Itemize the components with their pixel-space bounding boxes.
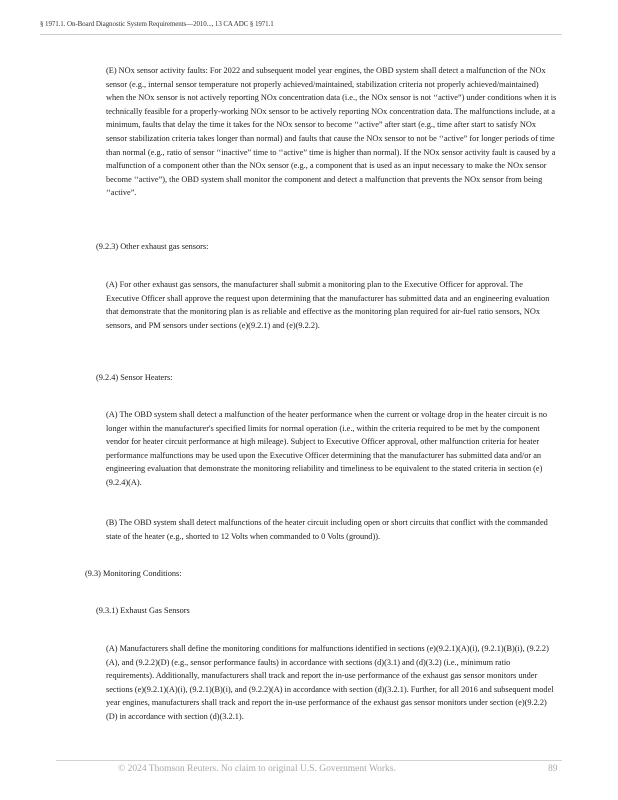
running-head: § 1971.1. On-Board Diagnostic System Requirements—2010..., 13 CA ADC § 1971.1 [40, 20, 274, 28]
copyright-notice: © 2024 Thomson Reuters. No claim to original U.S. Government Works. [118, 764, 396, 774]
paragraph-9-2-4-a: (A) The OBD system shall detect a malfunction of the heater performance when the current or voltage drop in the heater circuit is no longer within the manufacturer's specified limits for normal operation (i.e., within the criteria required to be met by the component vendor for heater circuit performance at high mileage). Subject to Executive Officer approval, other malfunction criteria for heater performance malfunctions may be used upon the Executive Officer determining that the manufacturer has submitted data and/or an engineering evaluation that demonstrate the monitoring reliability and timeliness to be equivalent to the stated criteria in section (e)(9.2.4)(A). [106, 410, 548, 487]
footer-divider [56, 760, 562, 761]
paragraph-9-2-3-a: (A) For other exhaust gas sensors, the manufacturer shall submit a monitoring plan to the Executive Officer for approval. The Executive Officer shall approve the request upon determining that the manufacturer has submitted data and an engineering evaluation that demonstrate that the monitoring plan is as reliable and effective as the monitoring plan required for air-fuel ratio sensors, NOx sensors, and PM sensors under sections (e)(9.2.1) and (e)(9.2.2). [106, 280, 550, 330]
heading-9-2-4: (9.2.4) Sensor Heaters: [96, 373, 173, 382]
paragraph-nox-activity-faults: (E) NOx sensor activity faults: For 2022 and subsequent model year engines, the OBD system shall detect a malfunction of the NOx sensor (e.g., internal sensor temperature not properly achieved/maintained, stabilization criteria not properly achieved/maintained) when the NOx sensor is not actively reporting NOx concentration data (i.e., the NOx sensor is not ‘‘active”) under conditions when it is technically feasible for a properly-working NOx sensor to be actively reporting NOx concentration data. The malfunctions include, at a minimum, faults that delay the time it takes for the NOx sensor to become ‘‘active” after start (e.g., time after start to satisfy NOx sensor stabilization criteria takes longer than normal) and faults that cause the NOx sensor to not be ‘‘active” for longer periods of time than normal (e.g., ratio of sensor ‘‘inactive” time to ‘‘active” time is higher than normal). If the NOx sensor activity fault is caused by a malfunction of a component other than the NOx sensor (e.g., a component that is used as an input necessary to make the NOx sensor become ‘‘active”), the OBD system shall monitor the component and detect a malfunction that prevents the NOx sensor from being ‘‘active”. [106, 66, 557, 198]
paragraph-9-3-1-a: (A) Manufacturers shall define the monitoring conditions for malfunctions identified in sections (e)(9.2.1)(A)(i), (9.2.1)(B)(i), (9.2.2)(A), and (9.2.2)(D) (e.g., sensor performance faults) in accordance with sections (d)(3.1) and (d)(3.2) (i.e., minimum ratio requirements). Additionally, manufacturers shall track and report the in-use performance of the exhaust gas sensor monitors under sections (e)(9.2.1)(A)(i), (9.2.1)(B)(i), and (9.2.2)(A) in accordance with section (d)(3.2.1). Further, for all 2016 and subsequent model year engines, manufacturers shall track and report the in-use performance of the exhaust gas sensor monitors under section (e)(9.2.2)(D) in accordance with section (d)(3.2.1). [106, 644, 554, 721]
paragraph-9-2-4-b: (B) The OBD system shall detect malfunctions of the heater circuit including open or short circuits that conflict with the commanded state of the heater (e.g., shorted to 12 Volts when commanded to 0 Volts (ground)). [106, 518, 548, 541]
heading-9-3: (9.3) Monitoring Conditions: [85, 569, 182, 578]
header-divider [40, 34, 562, 35]
heading-9-2-3: (9.2.3) Other exhaust gas sensors: [96, 242, 209, 251]
page-number: 89 [548, 764, 558, 774]
heading-9-3-1: (9.3.1) Exhaust Gas Sensors [96, 606, 190, 615]
